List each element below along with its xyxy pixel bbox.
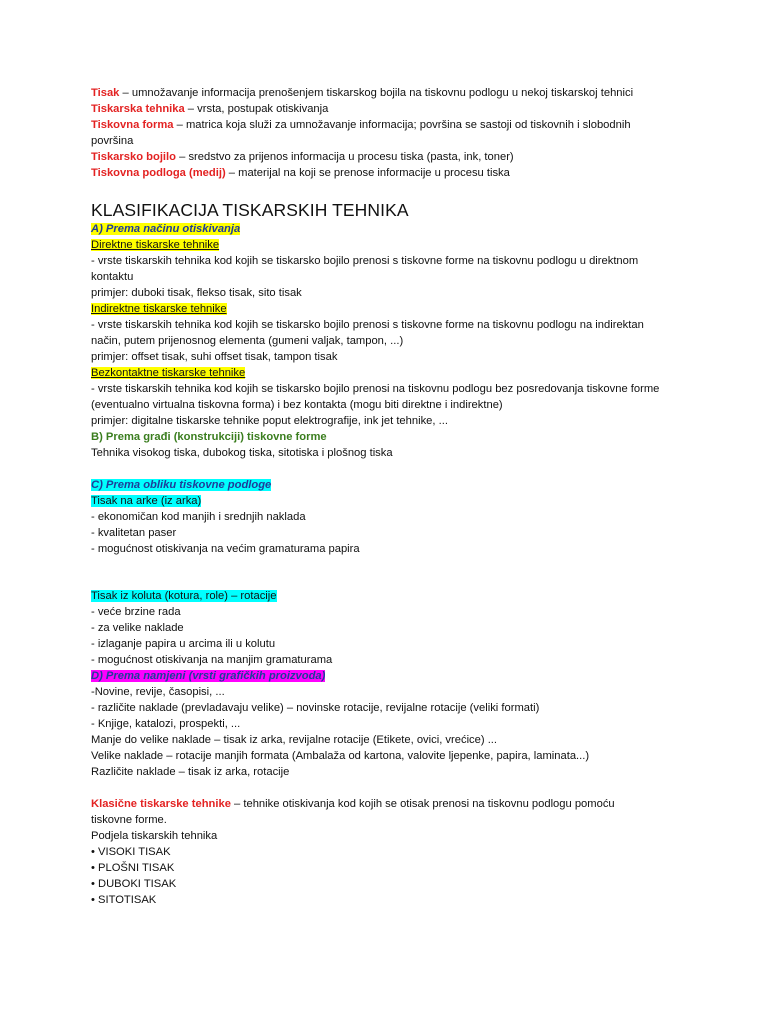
section-a-title: A) Prema načinu otiskivanja <box>91 223 241 235</box>
list-item: - mogućnost otiskivanja na manjim gramaturama <box>91 654 333 666</box>
definition-tiskarsko-bojilo <box>91 149 691 165</box>
definition-text: sredstvo za prijenos informacija u procesu tiska (pasta, ink, toner) <box>188 151 514 163</box>
section-c-title: C) Prema obliku tiskovne podloge <box>91 479 272 491</box>
direct-label: Direktne tiskarske tehnike <box>91 239 220 251</box>
definition-tiskovna-forma <box>91 117 666 149</box>
section-b-text: Tehnika visokog tiska, dubokog tiska, sitotiska i plošnog tiska <box>91 447 393 459</box>
list-item: Velike naklade – rotacije manjih formata (Ambalaža od kartona, valovite ljepenke, papira, laminata...) <box>91 750 590 762</box>
term: Tiskovna podloga (medij) <box>91 167 226 179</box>
indirect-example: primjer: offset tisak, suhi offset tisak, tampon tisak <box>91 351 338 363</box>
section-heading: KLASIFIKACIJA TISKARSKIH TEHNIKA <box>91 200 409 220</box>
list-item: Manje do velike naklade – tisak iz arka, revijalne rotacije (Etikete, ovici, vrećice) ... <box>91 734 498 746</box>
bullet-item: • VISOKI TISAK <box>91 846 171 858</box>
section-d-title: D) Prema namjeni (vrsti grafičkih proizvoda) <box>91 670 326 682</box>
contactless-example: primjer: digitalne tiskarske tehnike poput elektrografije, ink jet tehnike, ... <box>91 415 448 427</box>
bullet-item: • SITOTISAK <box>91 894 157 906</box>
contactless-label: Bezkontaktne tiskarske tehnike <box>91 367 246 379</box>
sheet-label: Tisak na arke (iz arka) <box>91 495 202 507</box>
direct-desc: - vrste tiskarskih tehnika kod kojih se tiskarsko bojilo prenosi s tiskovne forme na tiskovnu podlogu u direktnom kontaktu <box>91 255 639 283</box>
definition-tiskarska-tehnika <box>91 101 691 117</box>
classic-subtitle: Podjela tiskarskih tehnika <box>91 830 218 842</box>
term: Tiskarsko bojilo <box>91 151 176 163</box>
classic-techniques <box>91 796 691 908</box>
section-c <box>91 477 691 668</box>
term: Tisak <box>91 87 120 99</box>
list-item: - mogućnost otiskivanja na većim gramaturama papira <box>91 543 360 555</box>
term: Tiskarska tehnika <box>91 103 185 115</box>
definition-text: matrica koja služi za umnožavanje informacija; površina se sastoji od tiskovnih i slobodnih površina <box>91 119 631 147</box>
separator: – <box>184 103 198 115</box>
document-page <box>91 85 691 908</box>
list-item: - kvalitetan paser <box>91 527 177 539</box>
separator: – <box>225 167 239 179</box>
indirect-desc: - vrste tiskarskih tehnika kod kojih se tiskarsko bojilo prenosi s tiskovne forme na tiskovnu podlogu na indirektan način, putem prijenosnog elementa (gumeni valjak, tampon, ...) <box>91 319 644 347</box>
list-item: - Knjige, katalozi, prospekti, ... <box>91 718 241 730</box>
list-item: - veće brzine rada <box>91 606 181 618</box>
list-item: - različite naklade (prevladavaju velike) – novinske rotacije, revijalne rotacije (veliki formati) <box>91 702 540 714</box>
term: Tiskovna forma <box>91 119 174 131</box>
definition-text: umnožavanje informacija prenošenjem tiskarskog bojila na tiskovnu podlogu u nekoj tiskarskoj tehnici <box>131 87 634 99</box>
classic-definition <box>91 796 651 828</box>
contactless-desc: - vrste tiskarskih tehnika kod kojih se tiskarsko bojilo prenosi na tiskovnu podlogu bez posredovanja tiskovne forme (eventualno virtualna tiskovna forma) i bez kontakta (mogu biti direktne i indirektne) <box>91 383 660 411</box>
direct-example: primjer: duboki tisak, flekso tisak, sito tisak <box>91 287 302 299</box>
section-b <box>91 429 691 461</box>
bullet-item: • DUBOKI TISAK <box>91 878 177 890</box>
indirect-label: Indirektne tiskarske tehnike <box>91 303 227 315</box>
classic-term: Klasične tiskarske tehnike <box>91 798 231 810</box>
classic-text: – tehnike otiskivanja kod kojih se otisak prenosi na tiskovnu podlogu pomoću tiskovne forme. <box>91 798 615 826</box>
list-item: -Novine, revije, časopisi, ... <box>91 686 225 698</box>
roll-label: Tisak iz koluta (kotura, role) – rotacije <box>91 590 277 602</box>
separator: – <box>175 151 189 163</box>
list-item: - ekonomičan kod manjih i srednjih naklada <box>91 511 306 523</box>
definition-tisak <box>91 85 691 101</box>
list-item: - izlaganje papira u arcima ili u kolutu <box>91 638 276 650</box>
definitions <box>91 85 691 181</box>
bullet-item: • PLOŠNI TISAK <box>91 862 175 874</box>
section-a <box>91 221 691 429</box>
definition-tiskovna-podloga <box>91 165 691 181</box>
separator: – <box>173 119 186 131</box>
section-b-title: B) Prema građi (konstrukciji) tiskovne forme <box>91 431 327 443</box>
list-item: - za velike naklade <box>91 622 184 634</box>
list-item: Različite naklade – tisak iz arka, rotacije <box>91 766 290 778</box>
separator: – <box>119 87 132 99</box>
definition-text: vrsta, postupak otiskivanja <box>197 103 329 115</box>
section-d <box>91 668 691 780</box>
definition-text: materijal na koji se prenose informacije u procesu tiska <box>238 167 510 179</box>
